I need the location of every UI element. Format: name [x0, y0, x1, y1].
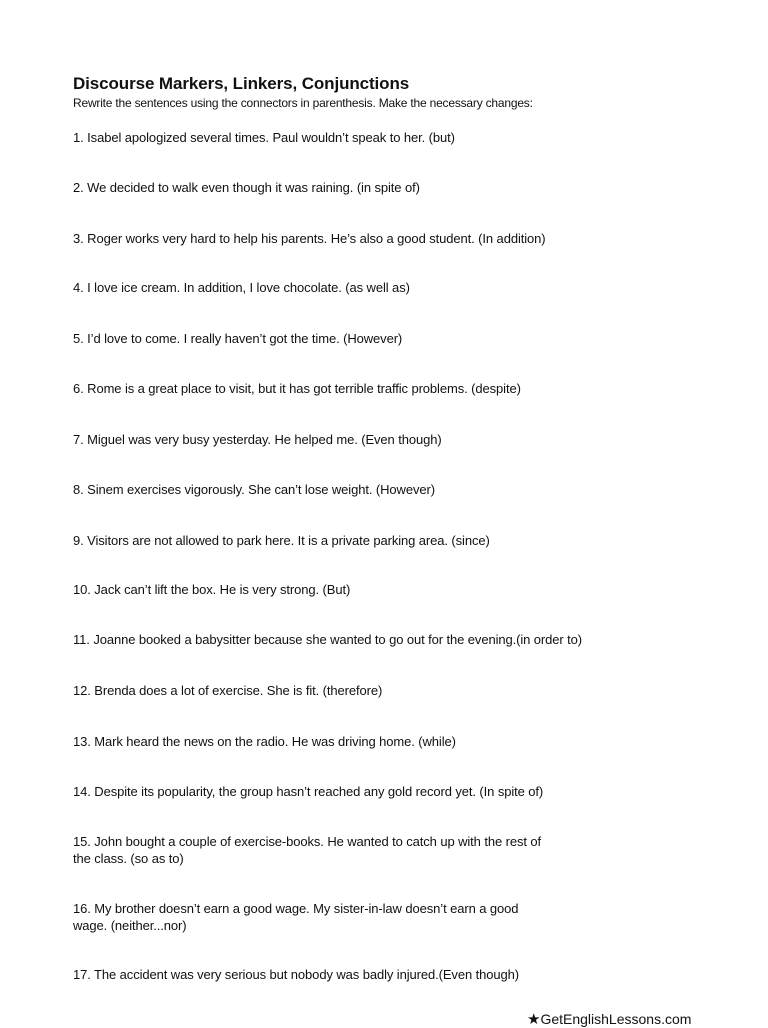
- exercise-text: 13. Mark heard the news on the radio. He was driving home. (while): [73, 734, 456, 749]
- exercise-item-6: [73, 380, 521, 397]
- exercise-text: the class. (so as to): [73, 851, 184, 866]
- exercise-text: 3. Roger works very hard to help his parents. He’s also a good student. (In addition): [73, 231, 546, 246]
- instructions: Rewrite the sentences using the connectors in parenthesis. Make the necessary changes:: [73, 96, 533, 110]
- exercise-text: 4. I love ice cream. In addition, I love chocolate. (as well as): [73, 280, 410, 295]
- exercise-text: 12. Brenda does a lot of exercise. She is fit. (therefore): [73, 683, 383, 698]
- exercise-item-11: [73, 631, 582, 648]
- exercise-text: 1. Isabel apologized several times. Paul wouldn’t speak to her. (but): [73, 130, 455, 145]
- exercise-item-9: [73, 532, 490, 549]
- exercise-item-8: [73, 481, 435, 498]
- exercise-item-3: [73, 230, 546, 247]
- exercise-item-14: [73, 783, 543, 800]
- exercise-text: wage. (neither...nor): [73, 918, 187, 933]
- exercise-text: 7. Miguel was very busy yesterday. He helped me. (Even though): [73, 432, 442, 447]
- page-title: Discourse Markers, Linkers, Conjunctions: [73, 74, 410, 93]
- exercise-item-1: [73, 129, 455, 146]
- exercise-text: 8. Sinem exercises vigorously. She can’t lose weight. (However): [73, 482, 435, 497]
- exercise-text: 16. My brother doesn’t earn a good wage. My sister-in-law doesn’t earn a good: [73, 901, 519, 916]
- exercise-item-2: [73, 179, 420, 196]
- exercise-text: 17. The accident was very serious but nobody was badly injured.(Even though): [73, 967, 519, 982]
- exercise-text: 14. Despite its popularity, the group hasn’t reached any gold record yet. (In spite of): [73, 784, 544, 799]
- footer-brand: [527, 1010, 691, 1028]
- exercise-text: 11. Joanne booked a babysitter because she wanted to go out for the evening.(in order to): [73, 632, 583, 647]
- star-icon: ★: [527, 1011, 541, 1028]
- exercise-text: 9. Visitors are not allowed to park here. It is a private parking area. (since): [73, 533, 490, 548]
- exercise-item-5: [73, 330, 402, 347]
- exercise-item-13: [73, 733, 456, 750]
- exercise-item-16: [73, 900, 518, 934]
- exercise-text: 15. John bought a couple of exercise-books. He wanted to catch up with the rest of: [73, 834, 542, 849]
- exercise-item-4: [73, 279, 410, 296]
- footer-text: GetEnglishLessons.com: [540, 1011, 692, 1027]
- exercise-item-10: [73, 581, 350, 598]
- exercise-text: 2. We decided to walk even though it was raining. (in spite of): [73, 180, 420, 195]
- exercise-text: 10. Jack can’t lift the box. He is very strong. (But): [73, 582, 351, 597]
- exercise-item-15: [73, 833, 541, 867]
- exercise-item-17: [73, 966, 519, 983]
- exercise-item-12: [73, 682, 382, 699]
- exercise-text: 5. I’d love to come. I really haven’t got the time. (However): [73, 331, 403, 346]
- exercise-text: 6. Rome is a great place to visit, but it has got terrible traffic problems. (despite): [73, 381, 521, 396]
- exercise-item-7: [73, 431, 442, 448]
